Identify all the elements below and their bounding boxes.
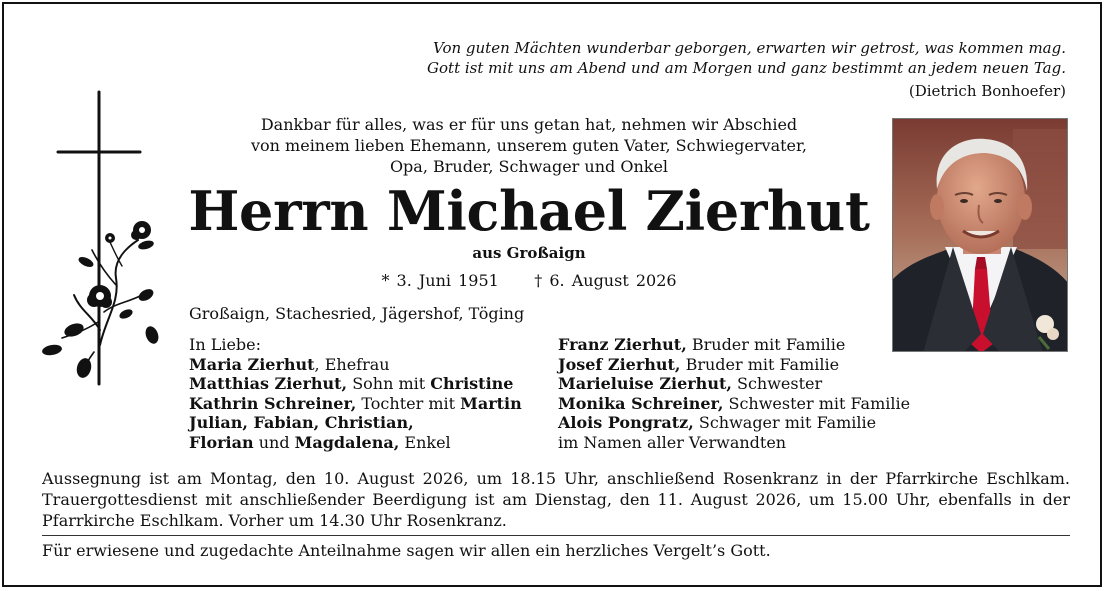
mourner-relation: Sohn mit (347, 374, 431, 393)
farewell-intro (184, 114, 874, 177)
mourner-places: Großaign, Stachesried, Jägershof, Töging (189, 304, 525, 323)
mourner-relation: Bruder mit Familie (680, 354, 840, 374)
list-item (189, 374, 522, 394)
funeral-details: Aussegnung ist am Montag, den 10. August 2026, um 18.15 Uhr, anschließend Rosenkranz in der Pfarrkirche Eschlkam. Trauergottesdienst mit anschließender Beerdigung ist am Dienstag, den 11. August 2026, um 15.00 Uhr, ebenfalls in der Pfarrkirche Eschlkam. Vorher um 14.30 Uhr Rosenkranz. (42, 469, 1070, 530)
mourner-relation: Schwager mit Familie (693, 413, 877, 432)
mourner-relation: , Ehefrau (314, 354, 390, 374)
life-dates (184, 271, 874, 290)
quote-line-2: Gott ist mit uns am Abend und am Morgen und ganz bestimmt an jedem neuen Tag. (427, 59, 1066, 77)
list-item (558, 335, 910, 355)
mourner-name: Julian, Fabian, Christian, (189, 413, 414, 432)
mourners-right-column (558, 335, 910, 452)
death-date: † 6. August 2026 (534, 271, 677, 290)
intro-line-1: Dankbar für alles, was er für uns getan hat, nehmen wir Abschied (260, 115, 798, 134)
list-item (558, 413, 910, 433)
intro-line-2: von meinem lieben Ehemann, unserem guten Vater, Schwiegervater, (250, 136, 807, 155)
mourner-relation: Enkel (399, 432, 451, 452)
thanks-line: Für erwiesene und zugedachte Anteilnahme sagen wir allen ein herzliches Vergelt’s Gott. (42, 541, 771, 560)
cross-with-roses-icon (34, 90, 169, 390)
mourner-name: Franz Zierhut, (558, 335, 687, 354)
mourner-name: Monika Schreiner, (558, 393, 724, 413)
intro-line-3: Opa, Bruder, Schwager und Onkel (389, 157, 669, 176)
mourner-name: Magdalena, (294, 432, 400, 452)
obituary-notice (2, 2, 1102, 587)
mourner-name: Kathrin Schreiner, (189, 393, 357, 413)
mourner-name: Matthias Zierhut, (189, 374, 348, 393)
mourner-name: Alois Pongratz, (558, 413, 694, 432)
list-item (558, 394, 910, 414)
list-item (189, 355, 522, 375)
mourner-name: Josef Zierhut, (558, 354, 681, 374)
deceased-name: Herrn Michael Zierhut (188, 179, 870, 243)
mourner-relation: Tochter mit (356, 393, 461, 413)
mourner-name: Marieluise Zierhut, (558, 374, 732, 393)
quote-author: (Dietrich Bonhoefer) (908, 82, 1066, 100)
mourners-left-column (189, 335, 522, 452)
mourner-name: Florian (189, 432, 254, 452)
mourner-relation: im Namen aller Verwandten (558, 432, 787, 452)
mourner-relation: und (253, 432, 295, 452)
mourners-heading: In Liebe: (189, 335, 262, 354)
mourner-relation: Schwester mit Familie (723, 393, 911, 413)
list-item (189, 394, 522, 414)
list-item (558, 355, 910, 375)
portrait-photo (892, 118, 1068, 352)
birth-date: * 3. Juni 1951 (381, 271, 499, 290)
quote-line-1: Von guten Mächten wunderbar geborgen, erwarten wir getrost, was kommen mag. (433, 39, 1066, 57)
mourner-name: Maria Zierhut (189, 354, 315, 374)
deceased-origin: aus Großaign (472, 244, 586, 262)
divider (42, 535, 1070, 536)
list-item (558, 374, 910, 394)
mourner-name: Martin (460, 393, 522, 413)
list-item (558, 433, 910, 453)
mourner-relation: Bruder mit Familie (686, 335, 846, 354)
mourner-relation: Schwester (731, 374, 823, 393)
mourner-name: Christine (430, 374, 514, 393)
bible-quote (427, 38, 1066, 78)
portrait-illustration (893, 119, 1068, 352)
list-item (189, 433, 522, 453)
list-item (189, 413, 522, 433)
